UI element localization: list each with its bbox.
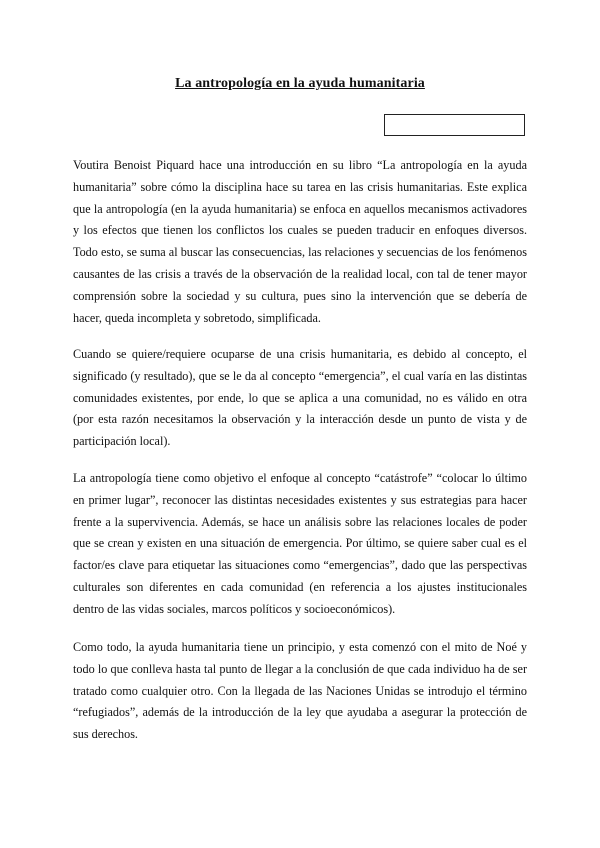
document-title: La antropología en la ayuda humanitaria [175, 76, 425, 91]
paragraph-3: La antropología tiene como objetivo el enfoque al concepto “catástrofe” “colocar lo último en primer lugar”, reconocer las distintas necesidades existentes y sus estrategias para hacer frente a la supervivencia. Además, se hace un análisis sobre las relaciones locales de poder que se crean y existen en una situación de emergencia. Por último, se quiere saber cual es el factor/es clave para etiquetar las situaciones como “emergencias”, dado que las perspectivas culturales son diferentes en cada comunidad (en referencia a los ajustes institucionales dentro de las vidas sociales, marcos políticos y socioeconómicos). [73, 471, 527, 616]
paragraph-1: Voutira Benoist Piquard hace una introducción en su libro “La antropología en la ayuda humanitaria” sobre cómo la disciplina hace su tarea en las crisis humanitarias. Este explica que la antropología (en la ayuda humanitaria) se enfoca en aquellos mecanismos activadores y los efectos que tienen los conflictos los cuales se pueden traducir en enfoques diversos. Todo esto, se suma al buscar las consecuencias, las relaciones y secuencias de los fenómenos causantes de las crisis a través de la observación de la realidad local, con tal de tener mayor comprensión sobre la sociedad y su cultura, pues sino la intervención que se debería de hacer, queda incompleta y sobretodo, simplificada. [73, 158, 527, 325]
paragraph-4: Como todo, la ayuda humanitaria tiene un principio, y esta comenzó con el mito de Noé y todo lo que conlleva hasta tal punto de llegar a la conclusión de que cada individuo ha de ser tratado como cualquier otro. Con la llegada de las Naciones Unidas se introdujo el término “refugiados”, además de la introducción de la ley que ayudaba a asegurar la protección de sus derechos. [73, 640, 527, 742]
empty-box [384, 114, 525, 136]
paragraph-2: Cuando se quiere/requiere ocuparse de una crisis humanitaria, es debido al concepto, el significado (y resultado), que se le da al concepto “emergencia”, el cual varía en las distintas comunidades existentes, por ende, lo que se aplica a una comunidad, no es válido en otra (por esta razón necesitamos la observación y la interacción desde un punto de vista y de participación local). [73, 347, 527, 449]
